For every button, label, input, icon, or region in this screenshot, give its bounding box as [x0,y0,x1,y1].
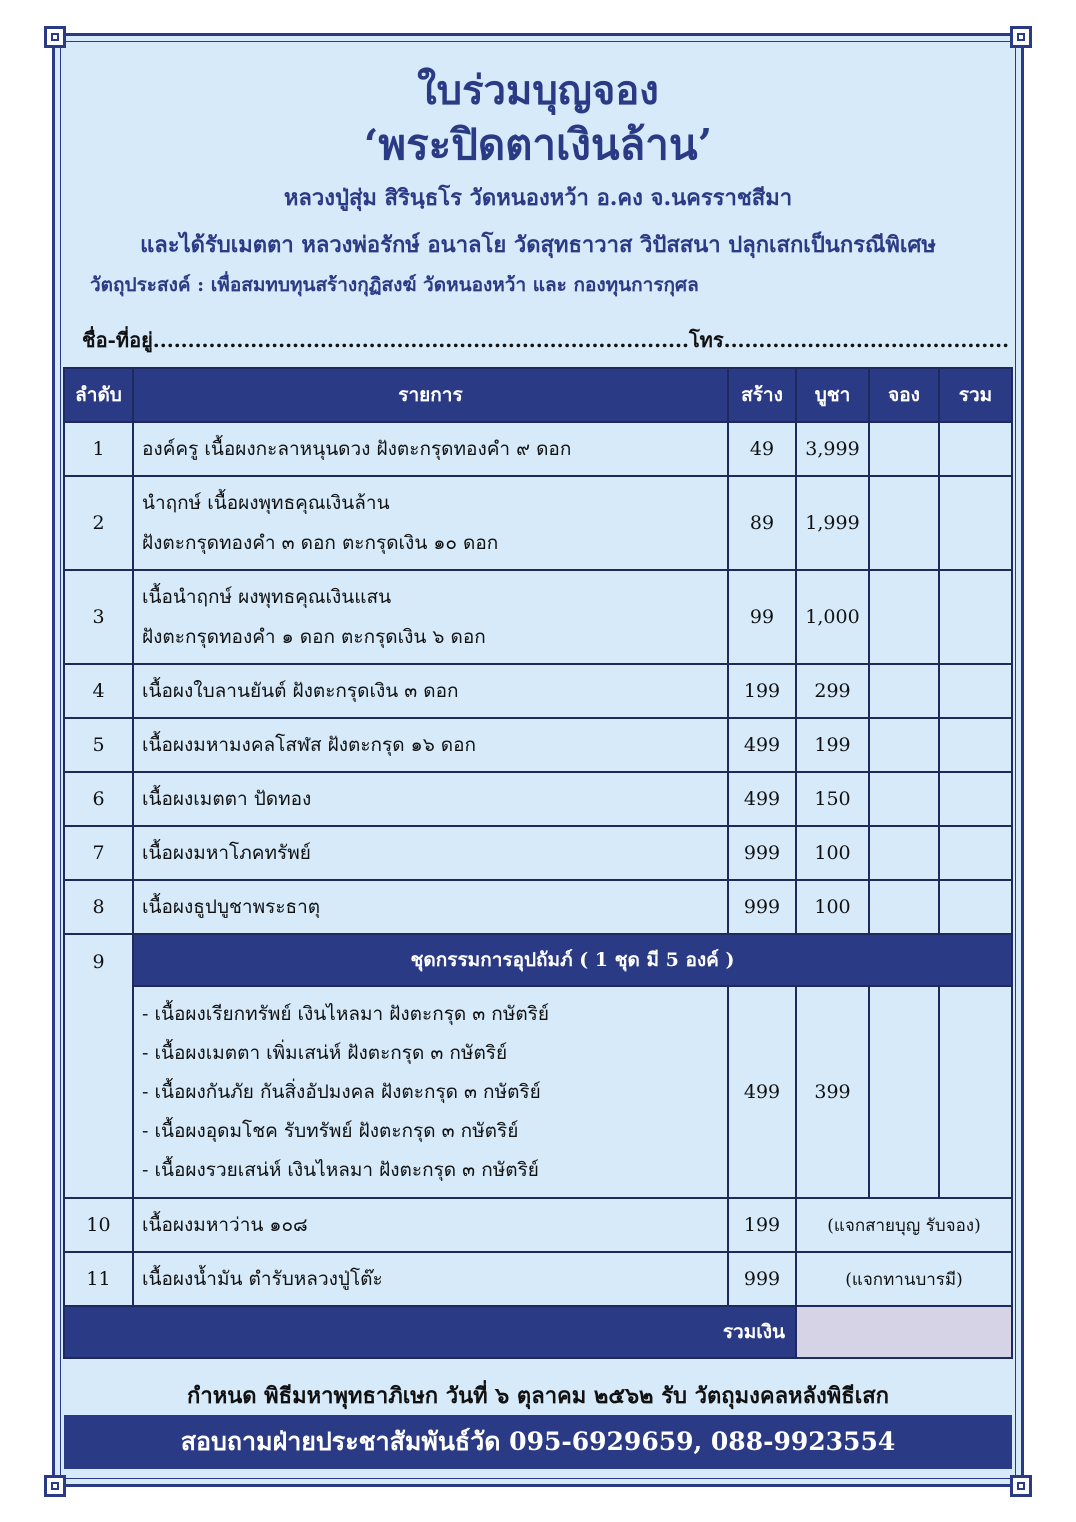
row-note: (แจกทานบารมี) [796,1252,1012,1306]
row-no: 8 [64,880,133,934]
row-item [133,772,728,826]
total-input-cell[interactable] [939,772,1012,826]
row-price: 100 [796,826,869,880]
row-built: 49 [728,422,796,476]
row-built: 999 [728,1252,796,1306]
row-item [133,826,728,880]
row-item-line: เนื้อผงใบลานยันต์ ฝังตะกรุดเงิน ๓ ดอก [142,680,459,702]
set-header-row [64,934,1012,986]
row-item-line: องค์ครู เนื้อผงกะลาหนุนดวง ฝังตะกรุดทองคำ ๙ ดอก [142,438,572,460]
row-price: 3,999 [796,422,869,476]
row-item-line: เนื้อผงมหาโภคทรัพย์ [142,842,311,864]
row-price: 199 [796,718,869,772]
row-item-line: เนื้อผงเมตตา ปัดทอง [142,788,312,810]
row-item [133,880,728,934]
total-row [64,1306,1012,1358]
reserve-input-cell[interactable] [869,422,939,476]
row-no: 5 [64,718,133,772]
set-item-line: - เนื้อผงกันภัย กันสิ่งอัปมงคล ฝังตะกรุด ๓ กษัตริย์ [142,1080,541,1103]
row-price: 1,000 [796,570,869,664]
ceremony-schedule: กำหนด พิธีมหาพุทธาภิเษก วันที่ ๖ ตุลาคม ๒๕๖๒ รับ วัตถุมงคลหลังพิธีเสก [187,1383,889,1409]
table-row [64,664,1012,718]
header-item: รายการ [133,368,728,422]
row-item-line: ฝังตะกรุดทองคำ ๓ ดอก ตะกรุดเงิน ๑๐ ดอก [142,532,499,554]
header-price: บูชา [796,368,869,422]
reserve-input-cell[interactable] [869,664,939,718]
blessing-info: และได้รับเมตตา หลวงพ่อรักษ์ อนาลโย วัดสุทธาวาส วิปัสสนา ปลุกเสกเป็นกรณีพิเศษ [140,232,936,258]
row-built: 999 [728,826,796,880]
table-row [64,718,1012,772]
row-built: 499 [728,772,796,826]
header-reserve: จอง [869,368,939,422]
row-item [133,422,728,476]
name-address-phone-field[interactable]: ชื่อ-ที่อยู่.............................................................................โทร......................................... [82,328,1010,352]
table-row [64,422,1012,476]
contact-footer: สอบถามฝ่ายประชาสัมพันธ์วัด 095-6929659, 088-9923554 [64,1415,1012,1469]
reserve-input-cell[interactable] [869,570,939,664]
monk-info: หลวงปู่สุ่ม สิรินฺธโร วัดหนองหว้า อ.คง จ.นครราชสีมา [283,185,793,211]
table-row [64,880,1012,934]
grand-total-input[interactable] [796,1306,1012,1358]
order-table [63,367,1013,1359]
row-built: 499 [728,718,796,772]
set-item-line: - เนื้อผงเมตตา เพิ่มเสน่ห์ ฝังตะกรุด ๓ กษัตริย์ [142,1041,508,1064]
row-item [133,476,728,570]
header-no: ลำดับ [64,368,133,422]
row-price: 1,999 [796,476,869,570]
row-built: 499 [728,986,796,1198]
total-input-cell[interactable] [939,718,1012,772]
corner-ornament-icon [1010,1475,1032,1497]
corner-ornament-icon [1010,26,1032,48]
header-total: รวม [939,368,1012,422]
table-row [64,1198,1012,1252]
row-no: 4 [64,664,133,718]
header-built: สร้าง [728,368,796,422]
table-row [64,570,1012,664]
row-item [133,570,728,664]
row-item-line: เนื้อผงมหามงคลโสฬส ฝังตะกรุด ๑๖ ดอก [142,734,477,756]
set-item-line: - เนื้อผงอุดมโชค รับทรัพย์ ฝังตะกรุด ๓ กษัตริย์ [142,1119,519,1142]
total-label: รวมเงิน [64,1306,796,1358]
total-input-cell[interactable] [939,880,1012,934]
set-item-line: - เนื้อผงเรียกทรัพย์ เงินไหลมา ฝังตะกรุด ๓ กษัตริย์ [142,1002,550,1025]
reserve-input-cell[interactable] [869,476,939,570]
row-item-line: นำฤกษ์ เนื้อผงพุทธคุณเงินล้าน [142,492,390,514]
row-no: 2 [64,476,133,570]
set-item-line: - เนื้อผงรวยเสน่ห์ เงินไหลมา ฝังตะกรุด ๓ กษัตริย์ [142,1158,539,1181]
reserve-input-cell[interactable] [869,986,939,1198]
table-row [64,826,1012,880]
row-price: 399 [796,986,869,1198]
row-price: 299 [796,664,869,718]
row-price: 150 [796,772,869,826]
table-row [64,1252,1012,1306]
set-title: ชุดกรรมการอุปถัมภ์ ( 1 ชุด มี 5 องค์ ) [133,934,1012,986]
total-input-cell[interactable] [939,422,1012,476]
total-input-cell[interactable] [939,476,1012,570]
row-built: 99 [728,570,796,664]
row-built: 999 [728,880,796,934]
row-item: เนื้อผงมหาว่าน ๑๐๘ [133,1198,728,1252]
total-input-cell[interactable] [939,826,1012,880]
corner-ornament-icon [44,1475,66,1497]
set-item-list [133,986,728,1198]
purpose-text: วัตถุประสงค์ : เพื่อสมทบทุนสร้างกุฏิสงฆ์ วัดหนองหว้า และ กองทุนการกุศล [90,274,699,296]
row-note: (แจกสายบุญ รับจอง) [796,1198,1012,1252]
reserve-input-cell[interactable] [869,718,939,772]
total-input-cell[interactable] [939,664,1012,718]
total-input-cell[interactable] [939,986,1012,1198]
row-item [133,664,728,718]
form-title: ใบร่วมบุญจอง [417,67,659,114]
reserve-input-cell[interactable] [869,826,939,880]
table-header-row [64,368,1012,422]
row-no: 1 [64,422,133,476]
row-no: 11 [64,1252,133,1306]
row-built: 199 [728,1198,796,1252]
row-item-line: ฝังตะกรุดทองคำ ๑ ดอก ตะกรุดเงิน ๖ ดอก [142,626,486,648]
corner-ornament-icon [44,26,66,48]
row-no: 7 [64,826,133,880]
table-row [64,772,1012,826]
row-built: 89 [728,476,796,570]
total-input-cell[interactable] [939,570,1012,664]
row-no: 3 [64,570,133,664]
row-no: 10 [64,1198,133,1252]
row-item: เนื้อผงน้ำมัน ตำรับหลวงปู่โต๊ะ [133,1252,728,1306]
table-row [64,476,1012,570]
row-item-line: เนื้อผงธูปบูชาพระธาตุ [142,896,321,918]
amulet-name: ‘พระปิดตาเงินล้าน’ [363,120,713,169]
row-no: 9 [64,934,133,1198]
row-price: 100 [796,880,869,934]
reserve-input-cell[interactable] [869,880,939,934]
table-row [64,986,1012,1198]
row-item-line: เนื้อนำฤกษ์ ผงพุทธคุณเงินแสน [142,586,392,608]
row-no: 6 [64,772,133,826]
reserve-input-cell[interactable] [869,772,939,826]
row-built: 199 [728,664,796,718]
row-item [133,718,728,772]
